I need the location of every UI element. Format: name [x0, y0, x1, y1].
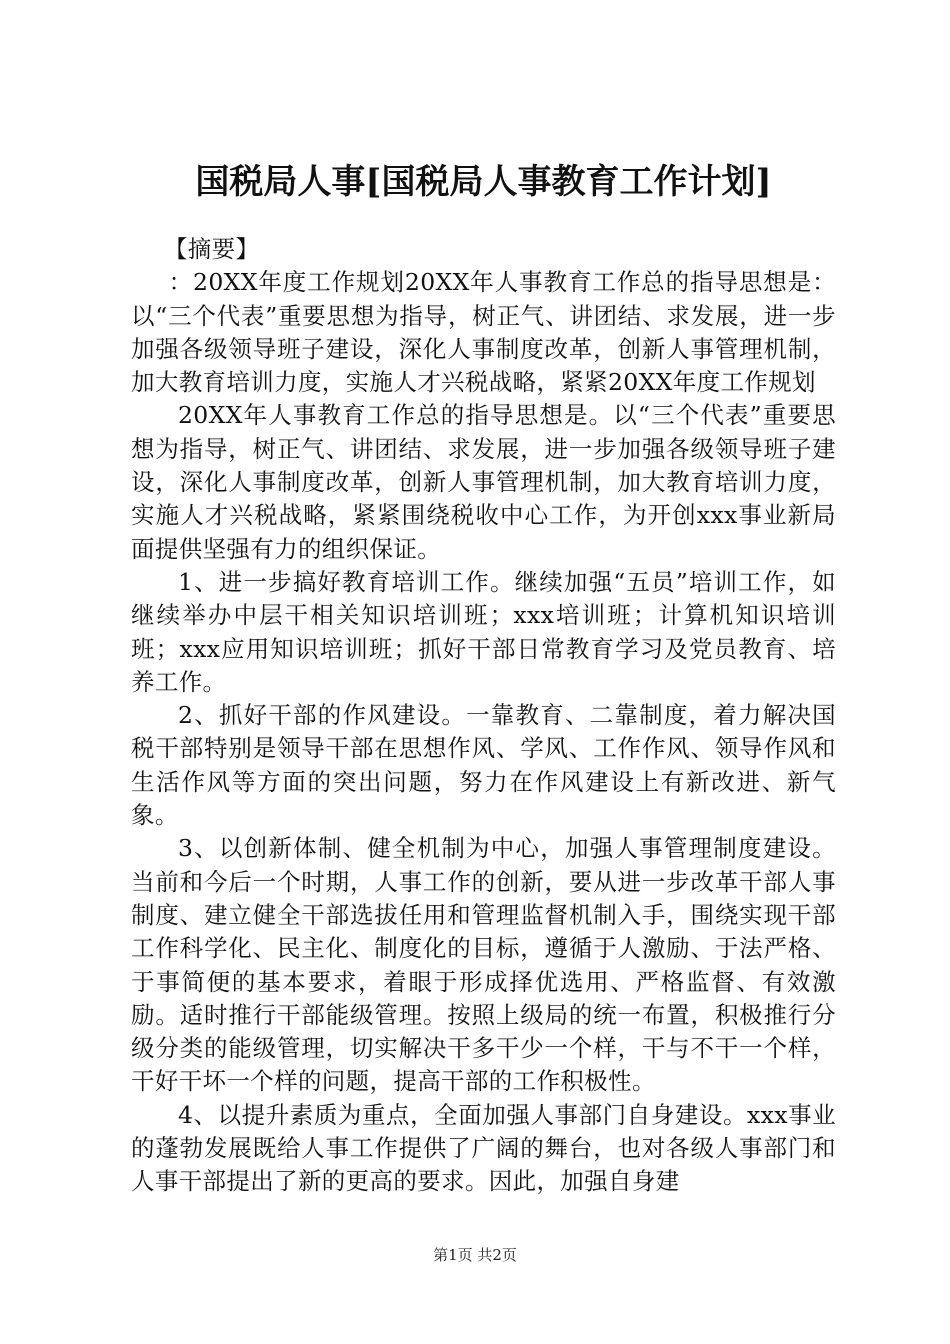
abstract-label: 【摘要】: [163, 235, 260, 263]
paragraph-guiding-thought: 20XX年人事教育工作总的指导思想是。以“三个代表”重要思想为指导，树正气、讲团结、求发展，进一步加强各级领导班子建设，深化人事制度改革，创新人事管理机制，加大教育培训力度，实施人才兴税战略，紧紧围绕税收中心工作，为开创xxx事业新局面提供坚强有力的组织保证。: [131, 401, 836, 563]
document-body: [131, 233, 836, 1199]
paragraph-summary: ：20XX年度工作规划20XX年人事教育工作总的指导思想是：以“三个代表”重要思想为指导，树正气、讲团结、求发展，进一步加强各级领导班子建设，深化人事制度改革，创新人事管理机制，加大教育培训力度，实施人才兴税战略，紧紧20XX年度工作规划: [131, 268, 836, 397]
paragraph-item-4: 4、以提升素质为重点，全面加强人事部门自身建设。xxx事业的蓬勃发展既给人事工作提供了广阔的舞台，也对各级人事部门和人事干部提出了新的更高的要求。因此，加强自身建: [131, 1100, 836, 1196]
paragraph-item-2: 2、抓好干部的作风建设。一靠教育、二靠制度，着力解决国税干部特别是领导干部在思想作风、学风、工作作风、领导作风和生活作风等方面的突出问题，努力在作风建设上有新改进、新气象。: [131, 701, 836, 830]
document-page: [131, 0, 836, 1344]
document-title: 国税局人事[国税局人事教育工作计划]: [195, 162, 772, 202]
page-footer: [0, 1245, 950, 1265]
paragraph-item-3: 3、以创新体制、健全机制为中心，加强人事管理制度建设。当前和今后一个时期，人事工作的创新，要从进一步改革干部人事制度、建立健全干部选拔任用和管理监督机制入手，围绕实现干部工作科学化、民主化、制度化的目标，遵循于人激励、于法严格、于事简便的基本要求，着眼于形成择优选用、严格监督、有效激励。适时推行干部能级管理。按照上级局的统一布置，积极推行分级分类的能级管理，切实解决干多干少一个样，干与不干一个样，干好干坏一个样的问题，提高干部的工作积极性。: [131, 834, 836, 1096]
paragraph-item-1: 1、进一步搞好教育培训工作。继续加强“五员”培训工作，如继续举办中层干相关知识培训班；xxx培训班；计算机知识培训班；xxx应用知识培训班；抓好干部日常教育学习及党员教育、培养工作。: [131, 567, 836, 696]
page-number: 第1页 共2页: [433, 1246, 517, 1264]
